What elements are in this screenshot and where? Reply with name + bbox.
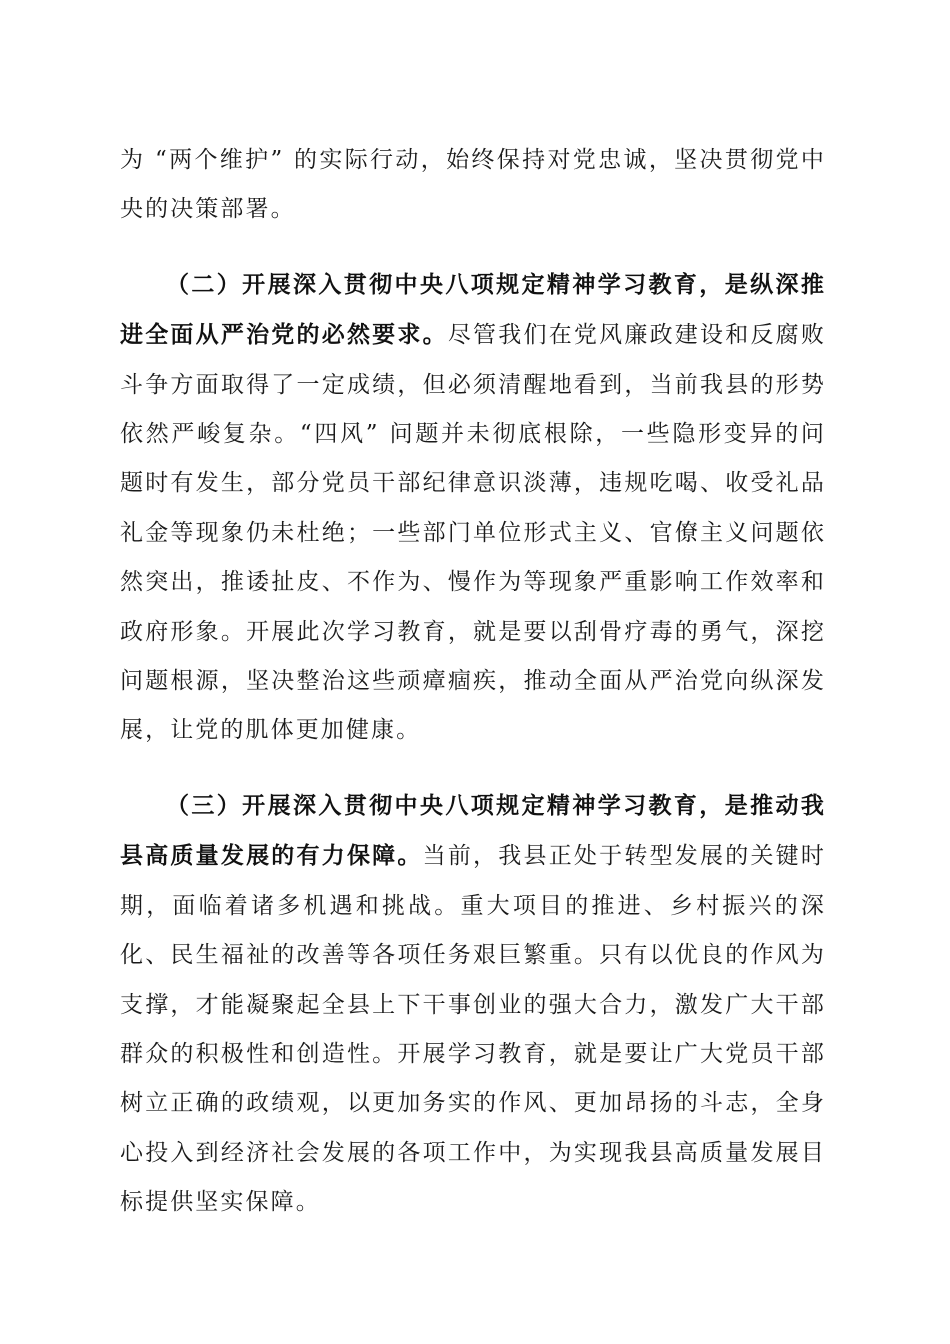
paragraph-section-two <box>120 260 826 756</box>
paragraph-continued <box>120 136 826 235</box>
paragraph-section-three <box>120 781 826 1228</box>
paragraph-text: 当前，我县正处于转型发展的关键时期，面临着诸多机遇和挑战。重大项目的推进、乡村振兴的深化、民生福祉的改善等各项任务艰巨繁重。只有以优良的作风为支撑，才能凝聚起全县上下干事创业的强大合力，激发广大干部群众的积极性和创造性。开展学习教育，就是要让广大党员干部树立正确的政绩观，以更加务实的作风、更加昂扬的斗志，全身心投入到经济社会发展的各项工作中，为实现我县高质量发展目标提供坚实保障。 <box>120 843 826 1216</box>
document-body <box>120 136 826 1228</box>
section-heading-two: （二）开展深入贯彻中央八项规定精神学习教育，是纵深推进全面从严治党的必然要求。 <box>120 270 826 349</box>
paragraph-text: 为 “两个维护” 的实际行动，始终保持对党忠诚，坚决贯彻党中央的决策部署。 <box>120 147 826 223</box>
paragraph-text: 尽管我们在党风廉政建设和反腐败斗争方面取得了一定成绩，但必须清醒地看到，当前我县的形势依然严峻复杂。“四风” 问题并未彻底根除，一些隐形变异的问题时有发生，部分党员干部纪律意识淡薄，违规吃喝、收受礼品礼金等现象仍未杜绝；一些部门单位形式主义、官僚主义问题依然突出，推诿扯皮、不作为、慢作为等现象严重影响工作效率和政府形象。开展此次学习教育，就是要以刮骨疗毒的勇气，深挖问题根源，坚决整治这些顽瘴痼疾，推动全面从严治党向纵深发展，让党的肌体更加健康。 <box>120 322 826 744</box>
section-heading-three: （三）开展深入贯彻中央八项规定精神学习教育，是推动我县高质量发展的有力保障。 <box>120 791 826 870</box>
